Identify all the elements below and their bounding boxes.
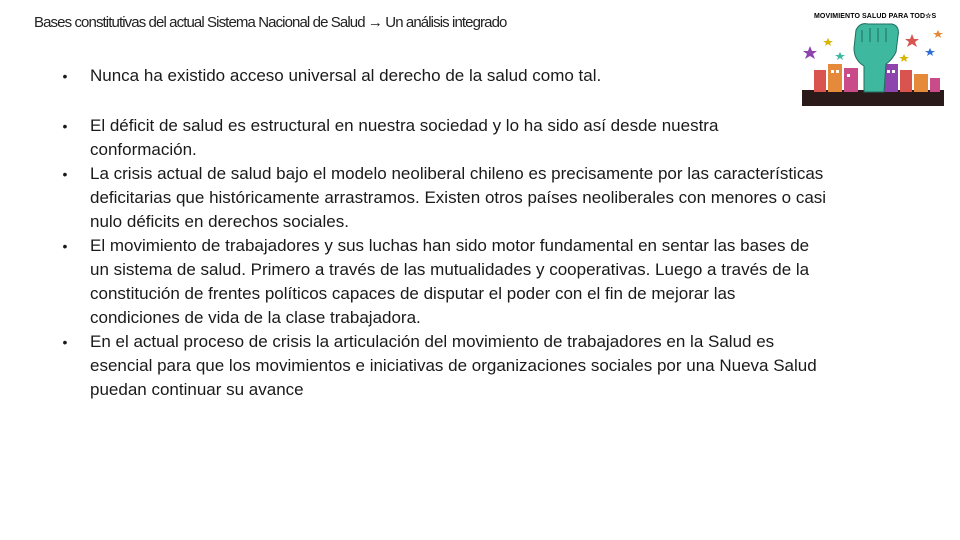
logo <box>800 8 946 108</box>
bullet-text: El movimiento de trabajadores y sus luchas han sido motor fundamental en sentar las bases de un sistema de salud. Primero a través de las mutualidades y cooperativas. Luego a través de la constitución de frentes políticos capaces de disputar el poder con el fin de mejorar las condiciones de vida de la clase trabajadora. <box>90 236 810 327</box>
slide-title: Bases constitutivas del actual Sistema Nacional de Salud → Un análisis integrado <box>34 14 507 31</box>
bullet-text: El déficit de salud es estructural en nuestra sociedad y lo ha sido así desde nuestra conformación. <box>90 116 719 159</box>
bullet-symbol: • <box>62 238 68 254</box>
bullet-text: Nunca ha existido acceso universal al derecho de la salud como tal. <box>90 66 602 85</box>
bullet-item <box>58 162 828 234</box>
bullet-item <box>58 330 828 402</box>
bullet-item <box>58 114 828 162</box>
bullet-list-intro <box>58 64 828 88</box>
bullet-symbol: • <box>62 166 68 182</box>
bullet-text: En el actual proceso de crisis la articulación del movimiento de trabajadores en la Salud es esencial para que los movimientos e iniciativas de organizaciones sociales por una Nueva Salud puedan continuar su avance <box>90 332 817 399</box>
logo-caption: MOVIMIENTO SALUD PARA TOD☆S <box>814 13 937 20</box>
bullet-item <box>58 234 828 330</box>
bullet-symbol: • <box>62 334 68 350</box>
bullet-item <box>58 64 828 88</box>
bullet-symbol: • <box>62 118 68 134</box>
movement-logo-icon <box>800 8 946 108</box>
bullet-list-main <box>58 114 828 402</box>
bullet-text: La crisis actual de salud bajo el modelo neoliberal chileno es precisamente por las características deficitarias que históricamente arrastramos. Existen otros países neoliberales con menores o casi nulo déficits en derechos sociales. <box>90 164 827 231</box>
bullet-symbol: • <box>62 68 68 84</box>
